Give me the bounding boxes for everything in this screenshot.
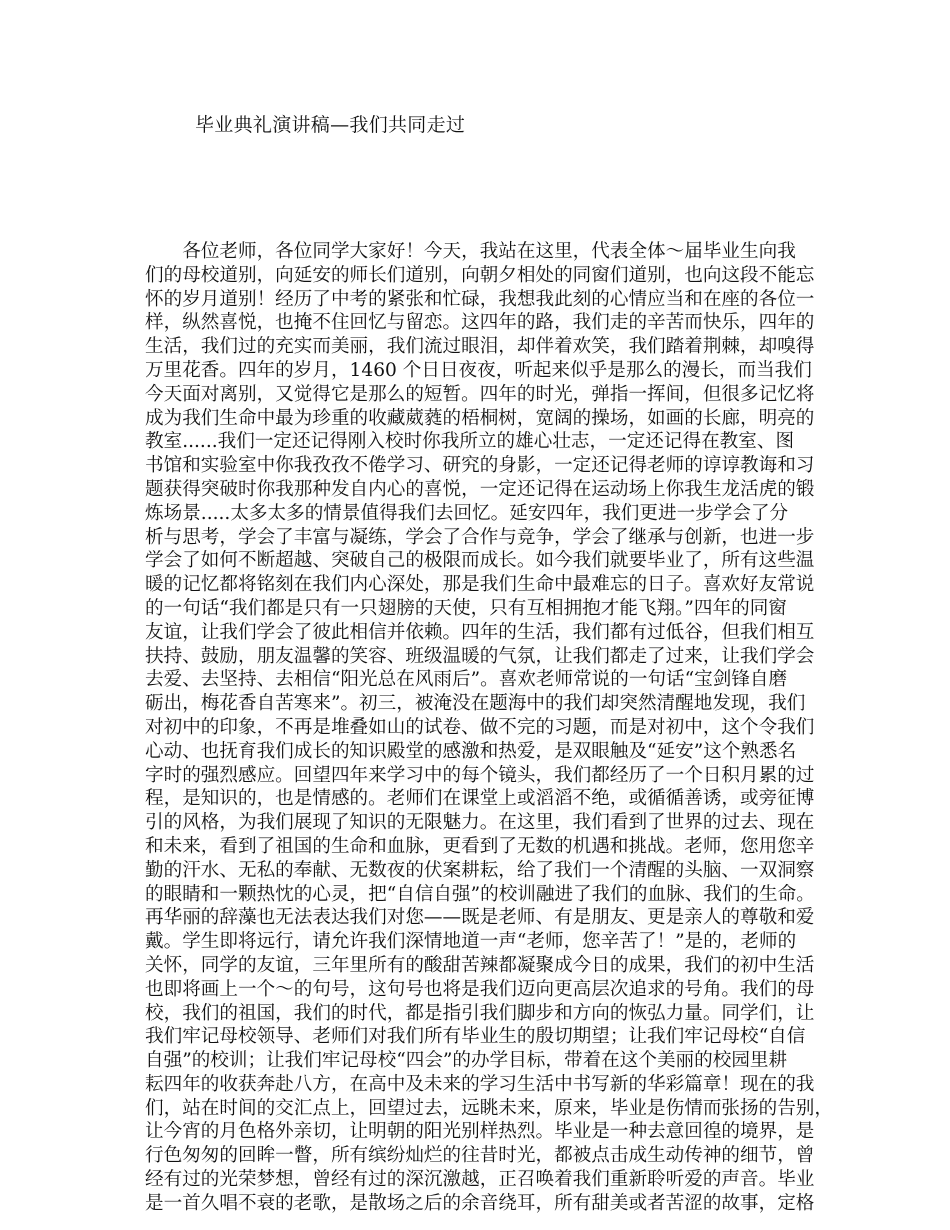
body-line: 引的风格，为我们展现了知识的无限魅力。在这里，我们看到了世界的过去、现在 <box>145 812 815 834</box>
body-line: 成为我们生命中最为珍重的收藏葳蕤的梧桐树，宽阔的操场，如画的长廊，明亮的 <box>145 407 815 429</box>
body-line: 暖的记忆都将铭刻在我们内心深处，那是我们生命中最难忘的日子。喜欢好友常说 <box>145 574 815 596</box>
body-line: 经有过的光荣梦想，曾经有过的深沉激越，正召唤着我们重新聆听爱的声音。毕业 <box>145 1169 815 1191</box>
body-line: 扶持、鼓励，朋友温馨的笑容、班级温暖的气氛，让我们都走了过来，让我们学会 <box>145 645 815 667</box>
body-line: 心动、也抚育我们成长的知识殿堂的感激和热爱，是双眼触及“延安”这个熟悉名 <box>145 740 797 762</box>
speech-body <box>145 240 835 1216</box>
body-line: 关怀，同学的友谊，三年里所有的酸甜苦辣都凝聚成今日的成果，我们的初中生活 <box>145 954 815 976</box>
body-line: 学会了如何不断超越、突破自己的极限而成长。如今我们就要毕业了，所有这些温 <box>145 550 815 572</box>
body-line: 再华丽的辞藻也无法表达我们对您——既是老师、有是朋友、更是亲人的尊敬和爱 <box>145 907 815 929</box>
body-line: 怀的岁月道别！经历了中考的紧张和忙碌，我想我此刻的心情应当和在座的各位一 <box>145 288 815 310</box>
body-line: 今天面对离别，又觉得它是那么的短暂。四年的时光，弹指一挥间，但很多记忆将 <box>145 383 815 405</box>
body-line: 样，纵然喜悦，也掩不住回忆与留恋。这四年的路，我们走的辛苦而快乐，四年的 <box>145 312 815 334</box>
body-line: 生活，我们过的充实而美丽，我们流过眼泪，却伴着欢笑，我们踏着荆棘，却嗅得 <box>145 336 815 358</box>
body-line: 们，站在时间的交汇点上，回望过去，远眺未来，原来，毕业是伤情而张扬的告别， <box>145 1097 833 1119</box>
body-line: 对初中的印象，不再是堆叠如山的试卷、做不完的习题，而是对初中，这个令我们 <box>145 716 815 738</box>
body-line: 耘四年的收获奔赴八方，在高中及未来的学习生活中书写新的华彩篇章！现在的我 <box>145 1073 815 1095</box>
body-line: 各位老师，各位同学大家好！今天，我站在这里，代表全体～届毕业生向我 <box>145 241 796 262</box>
body-line: 是一首久唱不衰的老歌，是散场之后的余音绕耳，所有甜美或者苦涩的故事，定格 <box>145 1192 815 1214</box>
body-line: 自强”的校训；让我们牢记母校“四会”的办学目标，带着在这个美丽的校园里耕 <box>145 1050 788 1072</box>
body-line: 的眼睛和一颗热忱的心灵，把“自信自强”的校训融进了我们的血脉、我们的生命。 <box>145 883 815 905</box>
body-line: 的一句话“我们都是只有一只翅膀的天使，只有互相拥抱才能飞翔。”四年的同窗 <box>145 597 787 619</box>
body-line: 析与思考，学会了丰富与凝练，学会了合作与竞争，学会了继承与创新，也进一步 <box>145 526 815 548</box>
body-line: 砺出，梅花香自苦寒来”。初三，被淹没在题海中的我们却突然清醒地发现，我们 <box>145 693 806 715</box>
body-line: 让今宵的月色格外亲切，让明朝的阳光别样热烈。毕业是一种去意回徨的境界，是 <box>145 1121 815 1143</box>
body-line: 炼场景.....太多太多的情景值得我们去回忆。延安四年，我们更进一步学会了分 <box>145 502 789 524</box>
body-line: 戴。学生即将远行，请允许我们深情地道一声“老师，您辛苦了！”是的，老师的 <box>145 931 797 953</box>
body-line: 友谊，让我们学会了彼此相信并依赖。四年的生活，我们都有过低谷，但我们相互 <box>145 621 815 643</box>
body-line: 教室......我们一定还记得刚入校时你我所立的雄心壮志，一定还记得在教室、图 <box>145 431 795 453</box>
body-line: 和未来，看到了祖国的生命和血脉，更看到了无数的机遇和挑战。老师，您用您辛 <box>145 835 815 857</box>
document-title: 毕业典礼演讲稿—我们共同走过 <box>195 114 466 136</box>
body-line: 我们牢记母校领导、老师们对我们所有毕业生的殷切期望；让我们牢记母校“自信 <box>145 1026 806 1048</box>
body-line: 程，是知识的，也是情感的。老师们在课堂上或滔滔不绝，或循循善诱，或旁征博 <box>145 788 815 810</box>
body-line: 去爱、去坚持、去相信“阳光总在风雨后”。喜欢老师常说的一句话“宝剑锋自磨 <box>145 669 788 691</box>
body-line: 也即将画上一个～的句号，这句号也将是我们迈向更高层次追求的号角。我们的母 <box>145 978 815 1000</box>
body-line: 行色匆匆的回眸一瞥，所有缤纷灿烂的往昔时光，都被点击成生动传神的细节，曾 <box>145 1145 815 1167</box>
body-line: 字时的强烈感应。回望四年来学习中的每个镜头，我们都经历了一个日积月累的过 <box>145 764 815 786</box>
body-line: 书馆和实验室中你我孜孜不倦学习、研究的身影，一定还记得老师的谆谆教诲和习 <box>145 455 815 477</box>
body-line: 们的母校道别，向延安的师长们道别，向朝夕相处的同窗们道别，也向这段不能忘 <box>145 264 815 286</box>
body-line: 万里花香。四年的岁月，1460 个日日夜夜，听起来似乎是那么的漫长，而当我们 <box>145 359 812 381</box>
body-line: 题获得突破时你我那种发自内心的喜悦，一定还记得在运动场上你我生龙活虎的锻 <box>145 478 815 500</box>
body-line: 勤的汗水、无私的奉献、无数夜的伏案耕耘，给了我们一个清醒的头脑、一双洞察 <box>145 859 815 881</box>
body-line: 校，我们的祖国，我们的时代，都是指引我们脚步和方向的恢弘力量。同学们，让 <box>145 1002 815 1024</box>
